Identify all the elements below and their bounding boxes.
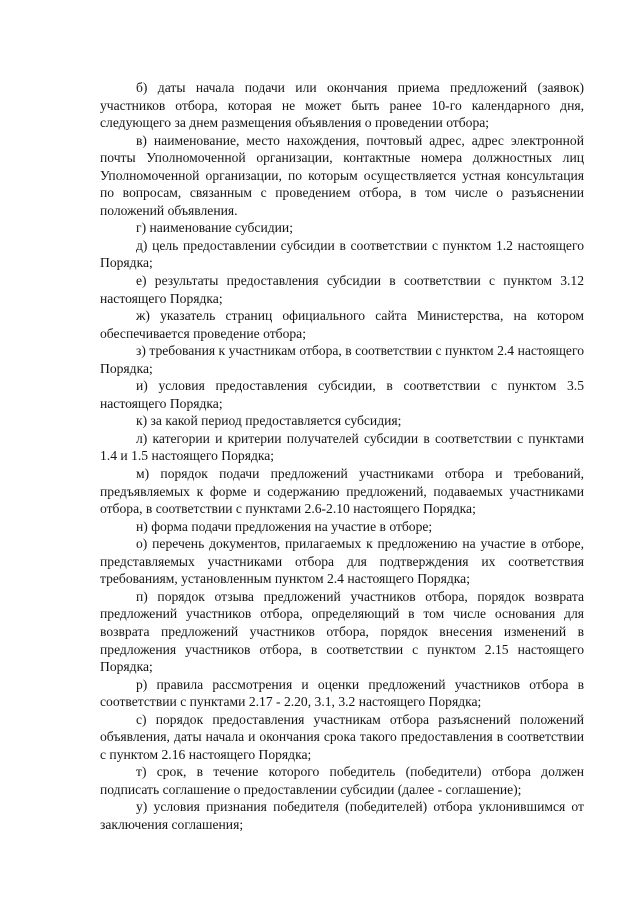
paragraph-t: т) срок, в течение которого победитель (победители) отбора должен подписать соглашение о предоставлении субсидии (далее - соглашение);: [100, 764, 584, 797]
paragraph-p: п) порядок отзыва предложений участников отбора, порядок возврата предложений участников отбора, определяющий в том числе основания для возврата предложений участников отбора, порядок внесения изменений в предложения участников отбора, в соответствии с пунктом 2.15 настоящего Порядка;: [100, 588, 584, 675]
document-body: [100, 79, 584, 834]
paragraph-b: б) даты начала подачи или окончания приема предложений (заявок) участников отбора, которая не может быть ранее 10-го календарного дня, следующего за днем размещения объявления о проведении отбора;: [100, 80, 584, 131]
paragraph-o: о) перечень документов, прилагаемых к предложению на участие в отборе, представляемых участниками отбора для подтверждения их соответствия требованиям, установленным пунктом 2.4 настоящего Порядка;: [100, 536, 584, 587]
paragraph-n: н) форма подачи предложения на участие в отборе;: [136, 518, 433, 534]
paragraph-u: у) условия признания победителя (победителей) отбора уклонившимся от заключения соглашения;: [100, 799, 584, 832]
paragraph-z: з) требования к участникам отбора, в соответствии с пунктом 2.4 настоящего Порядка;: [100, 343, 584, 376]
paragraph-v: в) наименование, место нахождения, почтовый адрес, адрес электронной почты Уполномоченной организации, контактные номера должностных лиц Уполномоченной организации, по которым осуществляется устная консультация по вопросам, связанным с проведением отбора, в том числе о разъяснении положений объявления.: [100, 132, 584, 218]
paragraph-zh: ж) указатель страниц официального сайта Министерства, на котором обеспечивается проведение отбора;: [100, 308, 584, 341]
paragraph-l: л) категории и критерии получателей субсидии в соответствии с пунктами 1.4 и 1.5 настоящего Порядка;: [100, 430, 584, 464]
paragraph-e: е) результаты предоставления субсидии в соответствии с пунктом 3.12 настоящего Порядка;: [100, 273, 584, 306]
paragraph-k: к) за какой период предоставляется субсидия;: [136, 413, 402, 429]
paragraph-r: р) правила рассмотрения и оценки предложений участников отбора в соответствии с пунктами 2.17 - 2.20, 3.1, 3.2 настоящего Порядка;: [100, 676, 584, 710]
paragraph-m: м) порядок подачи предложений участниками отбора и требований, предъявляемых к форме и содержанию предложений, подаваемых участниками отбора, в соответствии с пунктами 2.6-2.10 настоящего Порядка;: [100, 466, 584, 517]
paragraph-d: д) цель предоставлении субсидии в соответствии с пунктом 1.2 настоящего Порядка;: [100, 237, 584, 271]
paragraph-g: г) наименование субсидии;: [136, 220, 293, 236]
paragraph-i: и) условия предоставления субсидии, в соответствии с пунктом 3.5 настоящего Порядка;: [100, 378, 584, 411]
paragraph-s: с) порядок предоставления участникам отбора разъяснений положений объявления, даты начала и окончания срока такого предоставления в соответствии с пунктом 2.16 настоящего Порядка;: [100, 711, 584, 762]
